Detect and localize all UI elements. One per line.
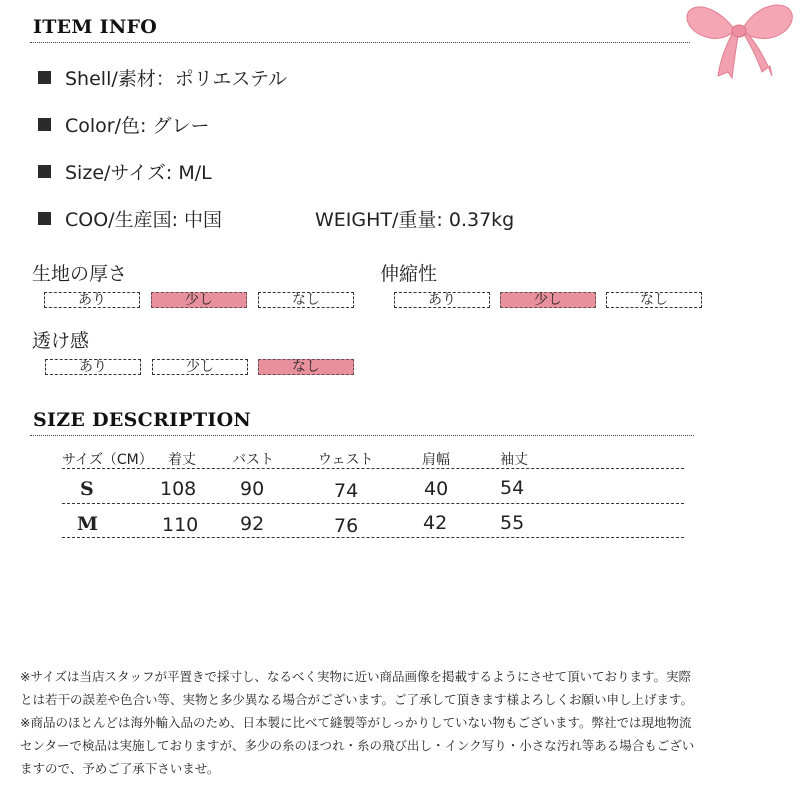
disclaimer-notes: [20, 665, 780, 780]
info-row-shell: [38, 64, 287, 91]
attr-thickness-option-2: 少し: [151, 292, 247, 308]
attr-sheer-option-2: 少し: [152, 359, 248, 375]
table-header-bust: バスト: [232, 452, 274, 468]
square-bullet-icon: [38, 118, 51, 131]
item-info-heading: ITEM INFO: [33, 16, 158, 38]
attr-sheer-option-1: あり: [45, 359, 141, 375]
attr-label-stretch: 伸縮性: [380, 263, 438, 285]
table-header-sleeve: 袖丈: [500, 452, 528, 468]
table-cell-size: M: [77, 513, 99, 535]
table-header-shoulder: 肩幅: [422, 452, 450, 468]
table-cell: 92: [240, 513, 265, 535]
table-cell-size: S: [80, 478, 94, 500]
note-line: ますので、予めご了承下さいませ。: [20, 761, 220, 776]
attr-label-thickness: 生地の厚さ: [32, 263, 128, 285]
info-text: Color/色: グレー: [65, 115, 210, 137]
table-header-size: サイズ（CM）: [62, 452, 153, 468]
table-header-length: 着丈: [168, 452, 196, 468]
item-info-divider: [30, 42, 690, 43]
info-text: COO/生産国: 中国: [65, 209, 223, 231]
weight-text: WEIGHT/重量: 0.37kg: [315, 209, 515, 231]
table-cell: 76: [334, 515, 359, 537]
attr-label-sheerness: 透け感: [32, 330, 90, 352]
table-header-waist: ウェスト: [318, 452, 374, 468]
table-cell: 110: [162, 514, 199, 536]
table-cell: 74: [334, 480, 359, 502]
square-bullet-icon: [38, 71, 51, 84]
info-text: Shell/素材：ポリエステル: [65, 68, 288, 90]
attr-thickness-option-1: あり: [44, 292, 140, 308]
square-bullet-icon: [38, 212, 51, 225]
table-cell: 54: [500, 477, 525, 499]
table-cell: 42: [423, 512, 448, 534]
note-line: とは若干の誤差や色合い等、実物と多少異なる場合がございます。ご了承して頂きます様よろしくお願い申し上げます。: [20, 692, 694, 707]
ribbon-bow-icon: [680, 0, 800, 80]
info-row-coo: [38, 205, 638, 232]
size-description-divider: [30, 435, 694, 436]
info-text: Size/サイズ: M/L: [65, 162, 212, 184]
table-divider: [62, 468, 684, 469]
info-row-size: [38, 158, 212, 185]
attr-sheer-option-3: なし: [258, 359, 354, 375]
attr-stretch-option-1: あり: [394, 292, 490, 308]
table-cell: 40: [424, 478, 449, 500]
table-divider: [62, 503, 684, 504]
note-line: センターで検品は実施しておりますが、多少の糸のほつれ・糸の飛び出し・インク写り・小さな汚れ等ある場合もござい: [20, 738, 695, 753]
size-description-heading: SIZE DESCRIPTION: [33, 409, 252, 431]
info-row-color: [38, 111, 209, 138]
table-cell: 55: [500, 512, 525, 534]
note-line: ※商品のほとんどは海外輸入品のため、日本製に比べて縫製等がしっかりしていない物もございます。弊社では現地物流: [20, 715, 692, 730]
table-cell: 90: [240, 478, 265, 500]
table-cell: 108: [160, 478, 197, 500]
attr-stretch-option-3: なし: [606, 292, 702, 308]
note-line: ※サイズは当店スタッフが平置きで採寸し、なるべく実物に近い商品画像を掲載するようにさせて頂いております。実際: [20, 669, 691, 684]
square-bullet-icon: [38, 165, 51, 178]
attr-stretch-option-2: 少し: [500, 292, 596, 308]
table-divider: [62, 537, 684, 538]
attr-thickness-option-3: なし: [258, 292, 354, 308]
